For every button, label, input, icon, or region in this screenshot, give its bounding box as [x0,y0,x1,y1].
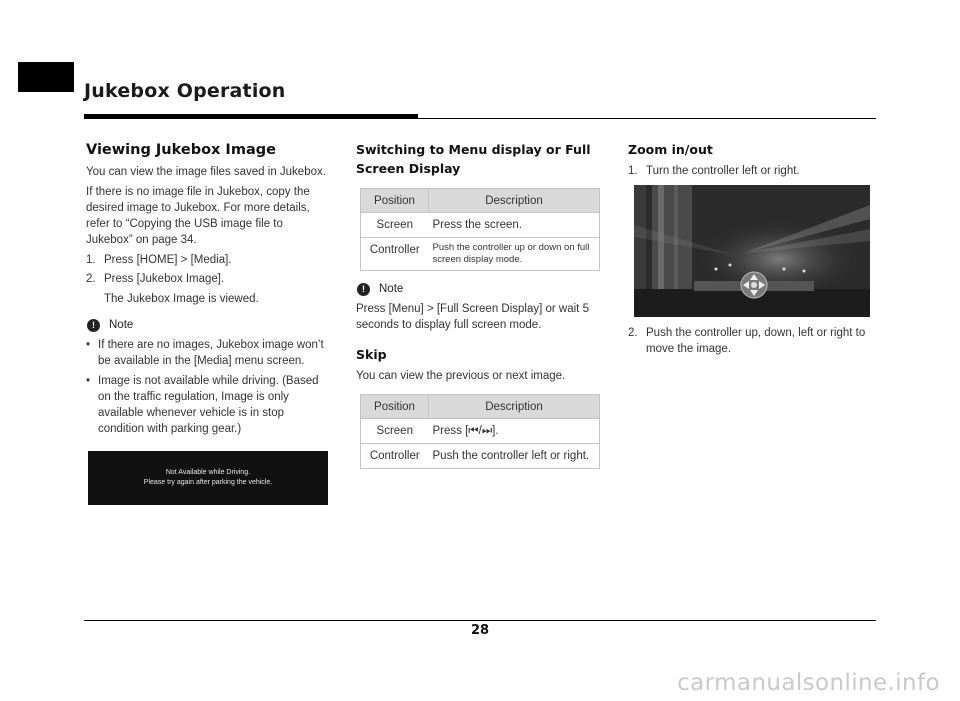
chapter-tab [18,62,74,92]
table-cell-description: Push the controller left or right. [429,444,600,469]
step-list [628,325,876,357]
table-row [361,444,600,469]
table-cell-description: Press [⏮/⏭]. [429,419,600,444]
step-result: The Jukebox Image is viewed. [104,293,259,305]
night-scene-illustration [634,185,870,317]
list-item [628,325,876,357]
step-text: Turn the controller left or right. [646,165,800,177]
section-heading-viewing: Viewing Jukebox Image [86,142,276,158]
list-item [628,163,876,179]
driving-restriction-screen [88,451,328,505]
table-cell-position: Controller [361,444,429,469]
step-text: Push the controller up, down, left or right to move the image. [646,327,866,355]
bullet-icon: • [86,339,91,351]
section-heading-switching: Switching to Menu display or Full Screen Display [356,142,591,176]
note-text: If there are no images, Jukebox image won’t be available in the [Media] menu screen. [98,339,324,367]
page-title: Jukebox Operation [84,80,286,102]
table-row [361,238,600,271]
note-list [86,337,332,437]
bullet-icon: • [86,375,91,387]
table-row [361,419,600,444]
footer-rule [84,620,876,621]
title-rule-thin [84,118,876,119]
note-label: Note [379,283,404,295]
table-header-position: Position [361,395,429,419]
zoom-example-image [634,185,870,317]
note-header [356,281,602,297]
step-number: 2. [86,273,96,285]
table-cell-description: Press the screen. [429,213,600,238]
list-item [86,252,332,268]
list-item [86,337,332,369]
table-header-description: Description [429,395,600,419]
column-viewing-image [86,140,332,505]
section-heading-skip: Skip [356,347,387,362]
note-text: Press [Menu] > [Full Screen Display] or wait 5 seconds to display full screen mode. [356,303,589,331]
note-header [86,317,332,333]
restriction-message-line1: Not Available while Driving. [165,469,251,476]
step-text: Press [HOME] > [Media]. [104,254,232,266]
note-label: Note [109,319,134,331]
intro-text: You can view the image files saved in Jukebox. [86,166,326,178]
page-number: 28 [470,623,490,638]
restriction-message-line2: Please try again after parking the vehicle. [143,479,273,486]
step-list [628,163,876,179]
switch-table [360,188,600,271]
skip-intro: You can view the previous or next image. [356,370,566,382]
table-cell-position: Controller [361,238,429,271]
step-text: Press [Jukebox Image]. [104,273,225,285]
table-cell-position: Screen [361,213,429,238]
step-list [86,252,332,287]
table-header-description: Description [429,189,600,213]
list-item [86,271,332,287]
list-item [86,373,332,437]
step-number: 1. [628,165,638,177]
instruction-paragraph: If there is no image file in Jukebox, copy the desired image to Jukebox. For more details, refer to “Copying the USB image file to Jukebox” on page 34. [86,186,310,246]
table-cell-description: Push the controller up or down on full screen display mode. [429,238,600,271]
exclamation-icon: ! [87,319,100,332]
note-text: Image is not available while driving. (Based on the traffic regulation, Image is only available whenever vehicle is in stop condition with parking gear.) [98,375,319,435]
table-cell-position: Screen [361,419,429,444]
step-number: 1. [86,254,96,266]
section-heading-zoom: Zoom in/out [628,142,713,157]
column-zoom [628,140,876,361]
table-row [361,213,600,238]
column-display-switch [356,140,602,479]
site-watermark: carmanualsonline.info [677,670,940,696]
skip-table [360,394,600,469]
table-header-position: Position [361,189,429,213]
step-number: 2. [628,327,638,339]
exclamation-icon: ! [357,283,370,296]
